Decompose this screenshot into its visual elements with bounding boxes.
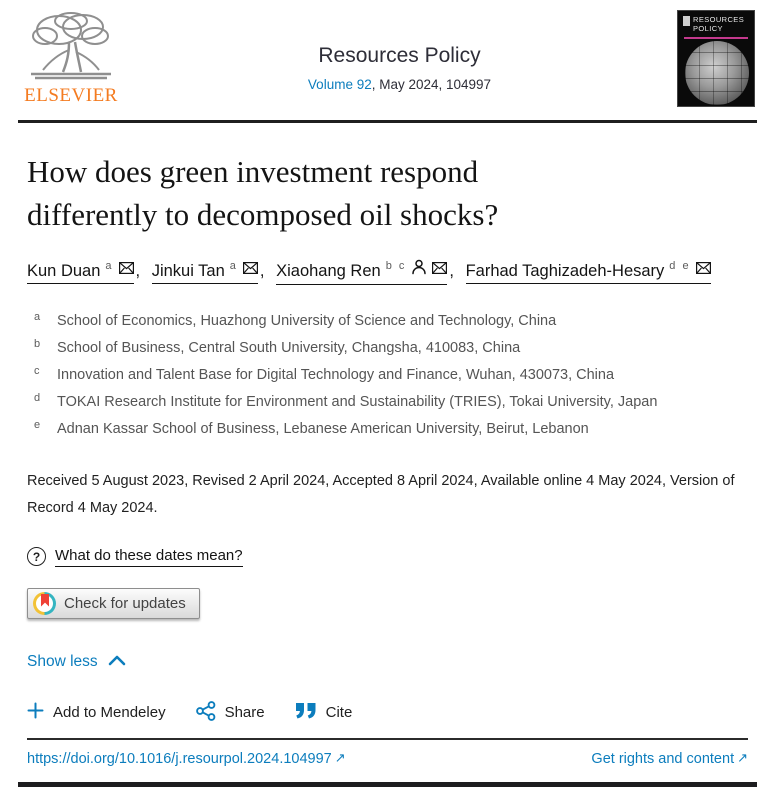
- doi-link[interactable]: https://doi.org/10.1016/j.resourpol.2024.104997 ↗: [27, 749, 346, 767]
- affiliation-item: a School of Economics, Huazhong University of Science and Technology, China: [34, 311, 557, 329]
- cover-title: RESOURCES POLICY: [693, 15, 745, 33]
- volume-link[interactable]: Volume 92: [307, 77, 372, 92]
- author-separator: ,: [449, 262, 454, 280]
- elsevier-tree-icon: [20, 10, 122, 84]
- author-list: [27, 261, 748, 285]
- envelope-icon: [432, 262, 447, 281]
- author-affil-sup: d e: [669, 259, 691, 272]
- person-icon: [411, 261, 427, 282]
- crossmark-icon: [33, 592, 56, 615]
- show-less-toggle[interactable]: [27, 653, 126, 671]
- article-title: How does green investment respond differently to decomposed oil shocks?: [27, 154, 499, 232]
- author-link[interactable]: Farhad Taghizadeh-Hesary d e: [466, 262, 711, 284]
- section-divider-bar: [18, 782, 757, 787]
- dates-help-label[interactable]: What do these dates mean?: [55, 547, 243, 567]
- affiliation-item: c Innovation and Talent Base for Digital Technology and Finance, Wuhan, 430073, China: [34, 365, 615, 383]
- author-link[interactable]: Jinkui Tan a: [152, 262, 258, 284]
- share-icon: [196, 701, 216, 725]
- rights-and-content-link[interactable]: Get rights and content ↗: [591, 749, 748, 767]
- cite-button[interactable]: [295, 702, 353, 723]
- header-divider: [18, 120, 757, 123]
- article-dates: Received 5 August 2023, Revised 2 April 2024, Accepted 8 April 2024, Available online 4 May 2024, Version of Record 4 May 2024.: [27, 472, 735, 516]
- dates-help-link[interactable]: [27, 547, 243, 567]
- affiliation-item: e Adnan Kassar School of Business, Lebanese American University, Beirut, Lebanon: [34, 419, 589, 437]
- cite-quote-icon: [295, 702, 317, 723]
- journal-title-block: [122, 10, 677, 92]
- issue-info: , May 2024, 104997: [371, 77, 492, 92]
- elsevier-wordmark[interactable]: ELSEVIER: [24, 85, 118, 106]
- article-header-section: [0, 150, 775, 725]
- external-link-icon: ↗: [737, 749, 748, 765]
- check-for-updates-button[interactable]: [27, 588, 200, 619]
- affiliation-item: d TOKAI Research Institute for Environment and Sustainability (TRIES), Tokai University, Japan: [34, 392, 658, 410]
- envelope-icon: [243, 262, 258, 281]
- author-affil-sup: a: [229, 259, 238, 272]
- affiliation-list: [27, 308, 748, 443]
- author-affil-sup: a: [105, 259, 114, 272]
- author-separator: ,: [259, 262, 265, 280]
- article-actions-row: [27, 701, 748, 725]
- external-link-icon: ↗: [334, 749, 346, 765]
- journal-header: [0, 0, 775, 120]
- share-button[interactable]: [196, 701, 265, 725]
- author-link[interactable]: Kun Duan a: [27, 262, 134, 284]
- journal-issue-line: [122, 77, 677, 92]
- journal-cover-thumbnail[interactable]: [677, 10, 755, 107]
- envelope-icon: [119, 262, 134, 281]
- cover-globe-image: [685, 41, 749, 105]
- elsevier-logo[interactable]: [20, 10, 122, 107]
- check-for-updates-label: Check for updates: [64, 594, 186, 612]
- journal-title[interactable]: Resources Policy: [318, 44, 481, 67]
- author-link[interactable]: Xiaohang Ren b c: [276, 261, 447, 285]
- show-less-label[interactable]: Show less: [27, 652, 98, 670]
- chevron-up-icon: [108, 653, 126, 671]
- envelope-icon: [696, 262, 711, 281]
- cover-subtitle-line: [684, 37, 748, 39]
- author-separator: ,: [135, 262, 141, 280]
- doi-row: [0, 740, 775, 779]
- add-to-mendeley-label: Add to Mendeley: [53, 704, 166, 721]
- cover-logo-icon: [683, 16, 690, 26]
- add-to-mendeley-button[interactable]: [27, 702, 166, 723]
- cover-header: [683, 16, 749, 33]
- plus-icon: [27, 702, 44, 723]
- share-label: Share: [224, 704, 265, 721]
- author-affil-sup: b c: [385, 259, 407, 272]
- question-circle-icon: ?: [27, 547, 46, 566]
- cite-label: Cite: [325, 704, 353, 721]
- affiliation-item: b School of Business, Central South University, Changsha, 410083, China: [34, 338, 521, 356]
